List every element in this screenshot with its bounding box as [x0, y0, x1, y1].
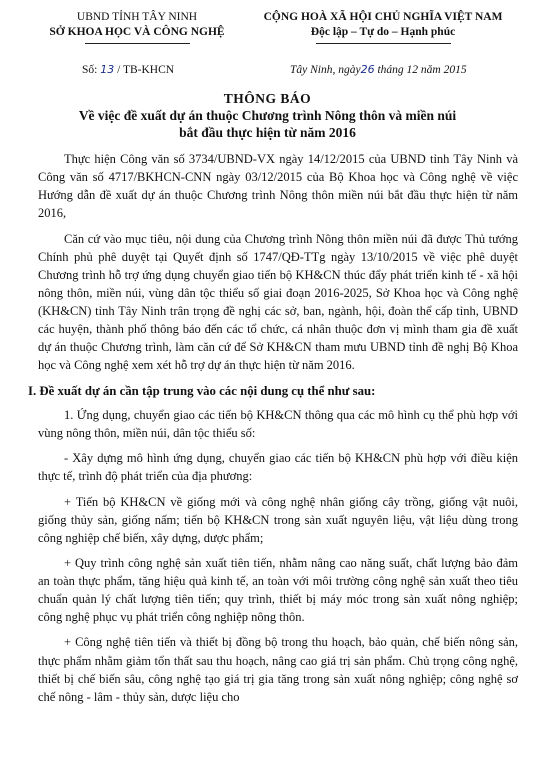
paragraph-reference: Thực hiện Công văn số 3734/UBND-VX ngày 14/12/2015 của UBND tỉnh Tây Ninh và Công văn số 4717/BKHCN-CNN ngày 03/12/2015 của Bộ Khoa học và Công nghệ về việc Hướng dẫn đề xuất dự án thuộc Chương trình Nông thôn miền núi bắt đầu thực hiện từ năm 2016,	[38, 152, 518, 221]
list-item-1: 1. Ứng dụng, chuyển giao các tiến bộ KH&CN thông qua các mô hình cụ thể phù hợp với vùng nông thôn, miền núi, dân tộc thiểu số:	[38, 408, 518, 441]
issuing-agency-block	[22, 10, 252, 44]
document-body	[28, 150, 518, 713]
document-number: Số: 13 / TB-KHCN	[82, 63, 175, 76]
national-motto-block	[248, 10, 518, 44]
title-main: THÔNG BÁO	[223, 91, 312, 106]
issuing-agency: SỞ KHOA HỌC VÀ CÔNG NGHỆ	[49, 25, 225, 38]
motto-underline	[316, 43, 451, 44]
title-subtitle-2: bắt đầu thực hiện từ năm 2016	[179, 124, 356, 140]
list-item-1a-i: + Tiến bộ KH&CN về giống mới và công nghệ nhân giống cây trồng, giống vật nuôi, giống thủy sản, giống nấm; tiến bộ KH&CN trong sản xuất nguyên liệu, vật liệu dùng trong công nghiệp chế biến, xây dựng, dược phẩm;	[38, 494, 518, 545]
list-item-1a: - Xây dựng mô hình ứng dụng, chuyển giao các tiến bộ KH&CN phù hợp với điều kiện thực tế, trình độ phát triển của địa phương:	[38, 451, 518, 484]
document-title	[0, 91, 535, 142]
paragraph-basis: Căn cứ vào mục tiêu, nội dung của Chương trình Nông thôn miền núi đã được Thủ tướng Chính phủ phê duyệt tại Quyết định số 1747/QĐ-TTg ngày 13/10/2015 về việc phê duyệt Chương trình hỗ trợ ứng dụng chuyển giao tiến bộ KH&CN thúc đẩy phát triển kinh tế - xã hội nông thôn, miền núi, vùng dân tộc thiểu số giai đoạn 2016-2025, Sở Khoa học và Công nghệ (KH&CN) tỉnh Tây Ninh trân trọng đề nghị các sở, ban, ngành, hội, đoàn thể cấp tỉnh, UBND các huyện, thành phố thông báo đến các tổ chức, cá nhân thuộc đơn vị mình tham gia đề xuất dự án thuộc Chương trình, làm căn cứ để Sở KH&CN tham mưu UBND tỉnh đề nghị Bộ Khoa học và Công nghệ xem xét hỗ trợ dự án thực hiện từ năm 2016.	[38, 231, 518, 373]
document-date: Tây Ninh, ngày26 tháng 12 năm 2015	[290, 63, 467, 76]
list-item-1a-ii: + Quy trình công nghệ sản xuất tiên tiến, nhằm nâng cao năng suất, chất lượng bảo đảm an toàn thực phẩm, tăng hiệu quả kinh tế, an toàn với môi trường công nghệ sản xuất theo tiêu chuẩn quản lý chất lượng tiên tiến; quy trình, thiết bị máy móc trong sản xuất nông nghiệp; công nghệ phục vụ phát triển công nghiệp nông thôn.	[38, 555, 518, 625]
list-item-1a-iii: + Công nghệ tiên tiến và thiết bị đồng bộ trong thu hoạch, bảo quản, chế biến nông sản, thực phẩm nhằm giảm tổn thất sau thu hoạch, nâng cao giá trị sản phẩm. Chủ trọng công nghệ, thiết bị chế biến sâu, công nghệ tạo giá trị gia tăng trong sản xuất nông nghiệp; công nghệ sơ chế nông - lâm - thủy sản, dược liệu cho	[38, 635, 518, 704]
motto: Độc lập – Tự do – Hạnh phúc	[310, 25, 456, 38]
handwritten-day: 26	[360, 63, 375, 76]
title-subtitle-1: Về việc đề xuất dự án thuộc Chương trình Nông thôn và miền núi	[78, 107, 457, 123]
handwritten-number: 13	[100, 63, 115, 76]
national-name: CỘNG HOÀ XÃ HỘI CHỦ NGHĨA VIỆT NAM	[263, 11, 503, 23]
parent-agency: UBND TỈNH TÂY NINH	[76, 11, 198, 23]
section-heading-1: I. Đề xuất dự án cần tập trung vào các nội dung cụ thể như sau:	[28, 383, 376, 398]
agency-underline	[85, 43, 190, 44]
